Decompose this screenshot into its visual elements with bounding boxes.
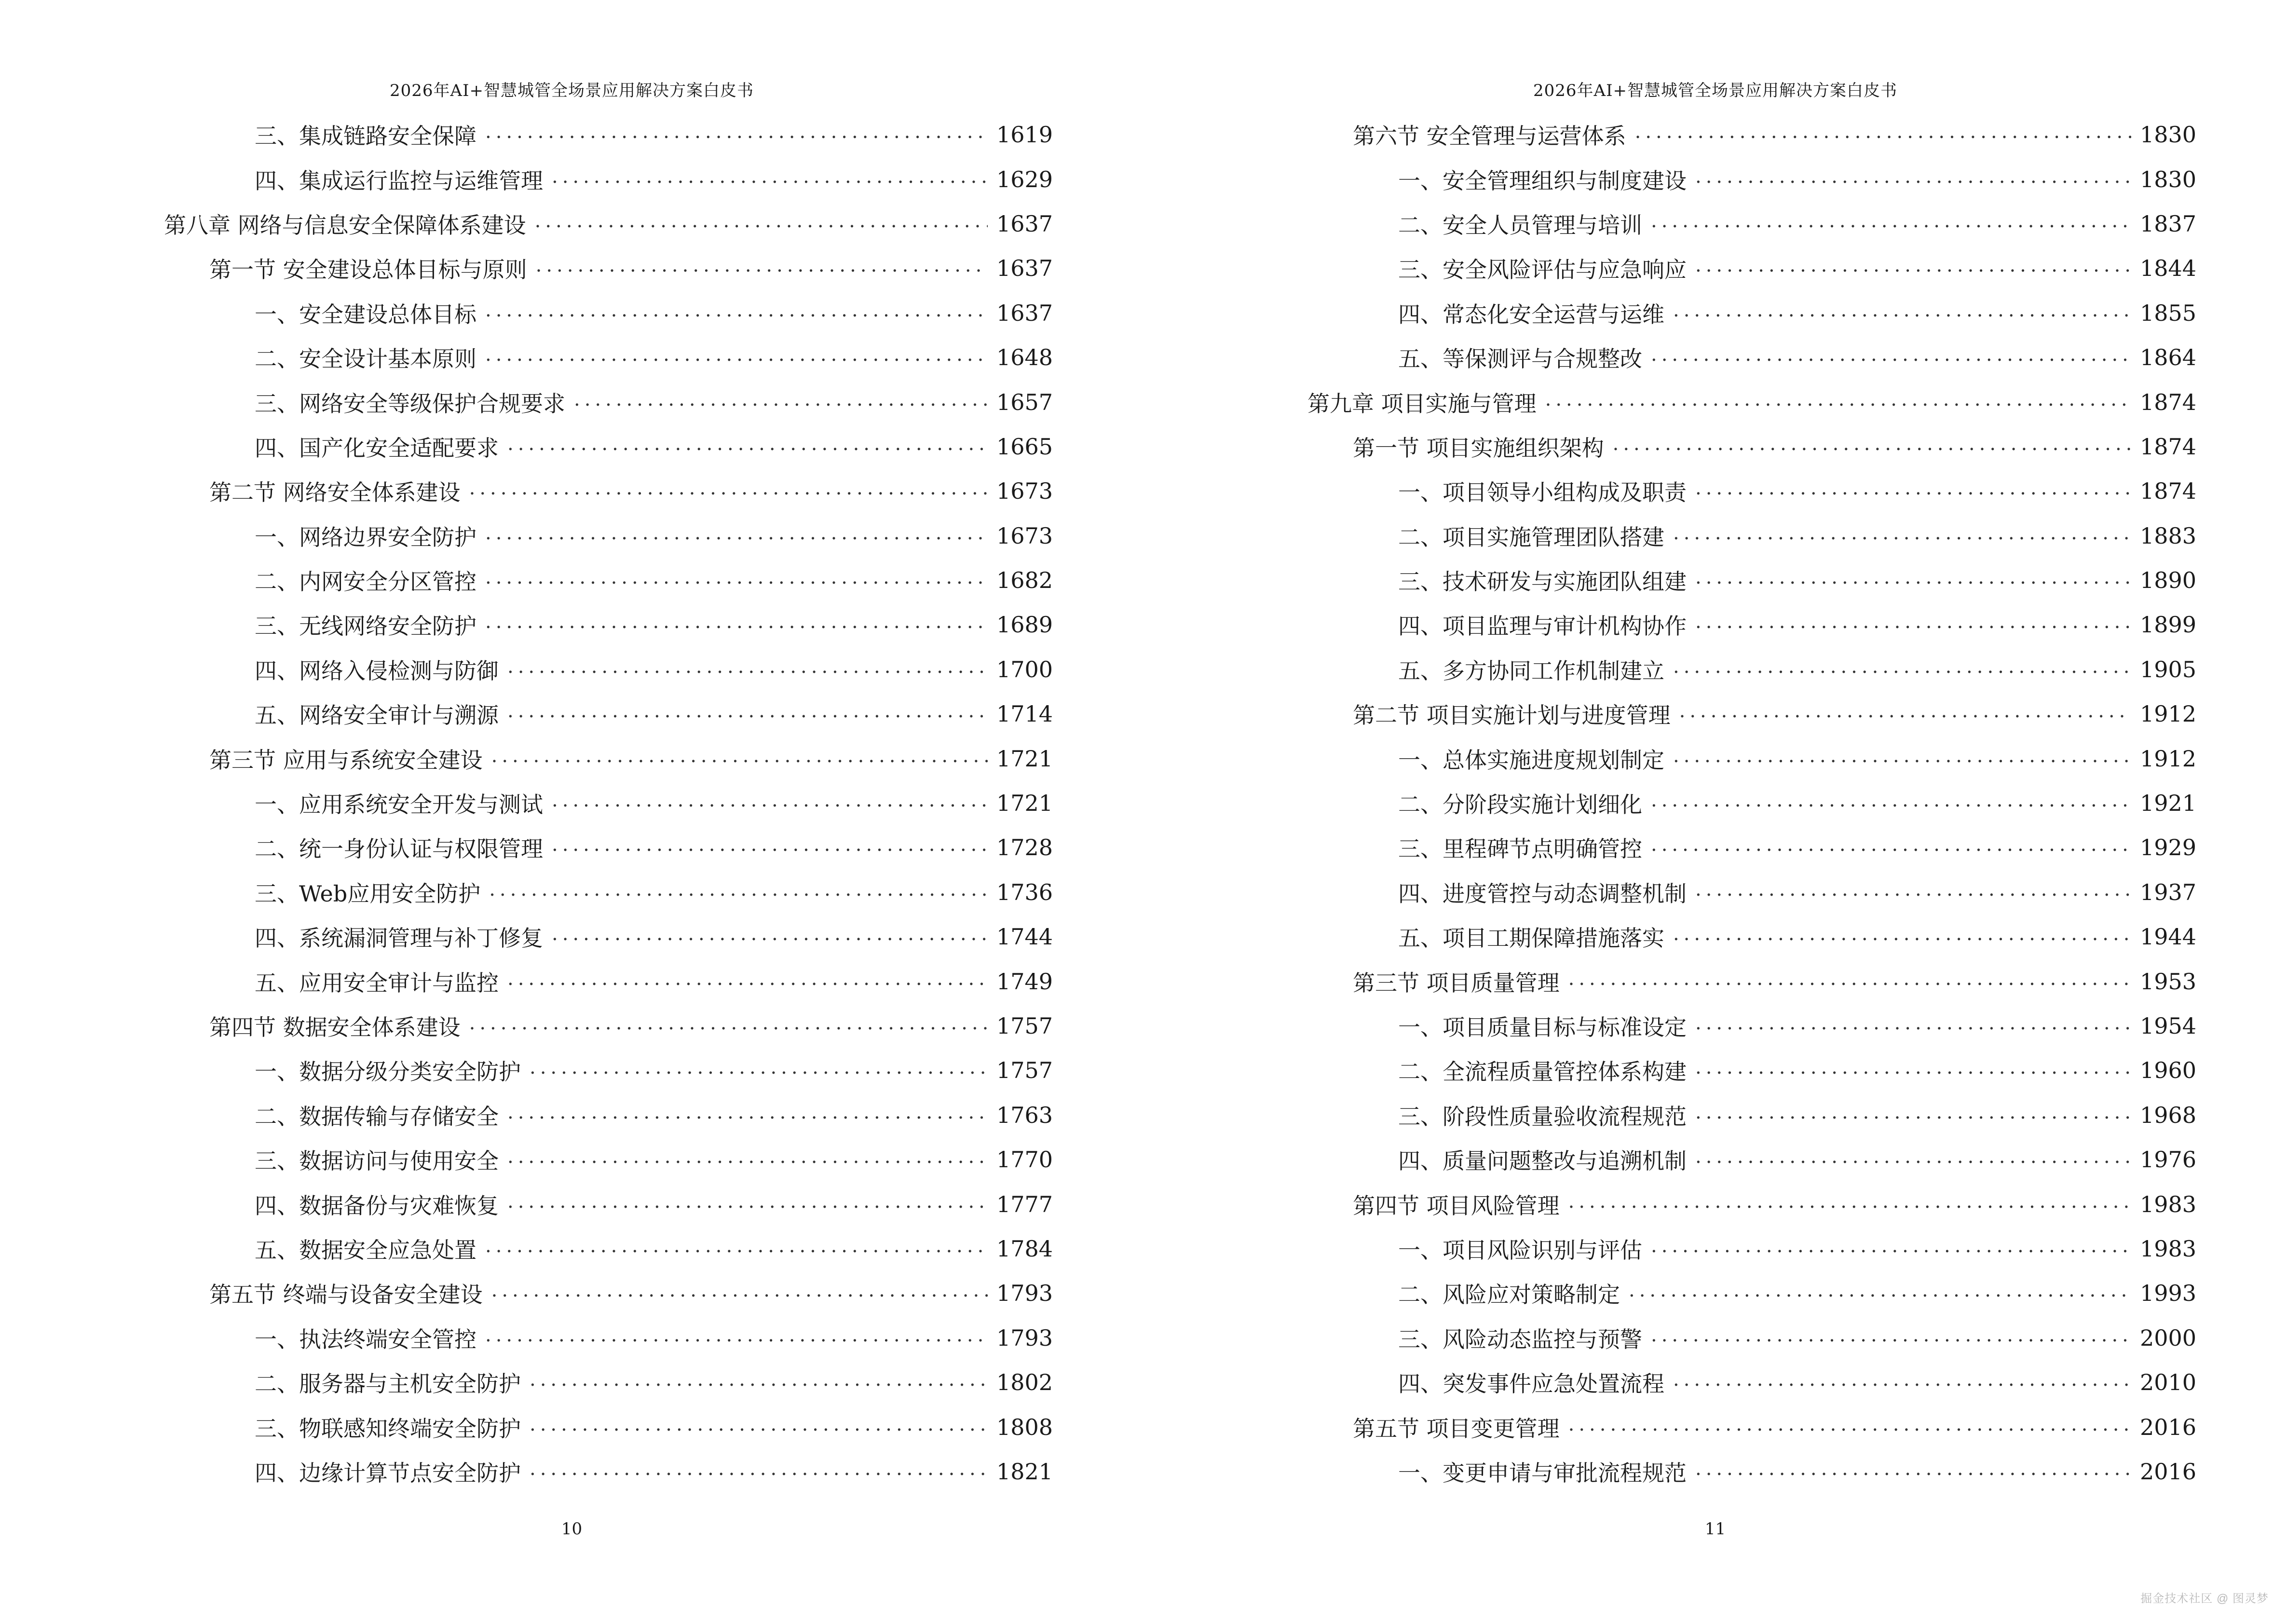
toc-entry[interactable] xyxy=(1307,959,2197,1003)
toc-entry-title: 四、质量问题整改与追溯机制 xyxy=(1398,1144,1695,1175)
toc-entry-title: 二、统一身份认证与权限管理 xyxy=(255,832,552,863)
toc-entry-title: 第五节 终端与设备安全建设 xyxy=(209,1277,491,1309)
dot-leader xyxy=(1651,791,2131,812)
toc-entry[interactable] xyxy=(164,692,1053,736)
dot-leader xyxy=(485,300,988,322)
toc-entry-title: 三、数据访问与使用安全 xyxy=(255,1144,507,1175)
toc-entry-title: 第四节 数据安全体系建设 xyxy=(209,1010,469,1042)
toc-entry-page-number: 1763 xyxy=(996,1102,1053,1128)
toc-entry[interactable] xyxy=(164,469,1053,513)
toc-entry[interactable] xyxy=(1307,202,2197,246)
toc-entry[interactable] xyxy=(164,736,1053,780)
toc-entry[interactable] xyxy=(164,602,1053,647)
toc-entry-title: 第二节 项目实施计划与进度管理 xyxy=(1353,698,1679,730)
toc-entry-page-number: 1954 xyxy=(2140,1013,2197,1039)
toc-entry-page-number: 2016 xyxy=(2140,1458,2197,1485)
dot-leader xyxy=(1695,478,2131,500)
dot-leader xyxy=(1695,1103,2131,1124)
dot-leader xyxy=(1673,1370,2131,1391)
page-header: 2026年AI+智慧城管全场景应用解决方案白皮书 xyxy=(1533,81,1897,100)
toc-entry-title: 一、项目风险识别与评估 xyxy=(1398,1233,1651,1265)
toc-entry-title: 三、网络安全等级保护合规要求 xyxy=(255,386,574,418)
toc-entry-title: 一、变更申请与审批流程规范 xyxy=(1398,1456,1695,1488)
toc-entry[interactable] xyxy=(1307,602,2197,647)
dot-leader xyxy=(552,167,988,188)
toc-entry[interactable] xyxy=(164,424,1053,469)
toc-entry[interactable] xyxy=(164,781,1053,825)
toc-entry-title: 四、网络入侵检测与防御 xyxy=(255,654,507,685)
dot-leader xyxy=(1673,523,2131,545)
dot-leader xyxy=(1695,1058,2131,1079)
toc-entry-page-number: 1874 xyxy=(2140,478,2197,505)
toc-entry-title: 第八章 网络与信息安全保障体系建设 xyxy=(164,208,535,240)
dot-leader xyxy=(552,791,988,812)
dot-leader xyxy=(1695,612,2131,633)
toc-entry[interactable] xyxy=(1307,1227,2197,1271)
dot-leader xyxy=(507,1192,988,1213)
toc-entry[interactable] xyxy=(164,1449,1053,1494)
toc-entry[interactable] xyxy=(1307,1449,2197,1494)
toc-entry-title: 二、风险应对策略制定 xyxy=(1398,1277,1629,1309)
dot-leader xyxy=(552,924,988,945)
toc-entry-title: 二、安全人员管理与培训 xyxy=(1398,208,1651,240)
dot-leader xyxy=(1651,1236,2131,1257)
dot-leader xyxy=(1568,1192,2131,1213)
dot-leader xyxy=(489,880,988,901)
toc-entry-page-number: 1648 xyxy=(996,344,1053,371)
toc-entry-title: 五、数据安全应急处置 xyxy=(255,1233,485,1265)
dot-leader xyxy=(485,122,988,143)
dot-leader xyxy=(507,1147,988,1168)
toc-entry-title: 五、网络安全审计与溯源 xyxy=(255,698,507,730)
toc-entry-title: 五、等保测评与合规整改 xyxy=(1398,341,1651,373)
toc-entry-title: 四、边缘计算节点安全防护 xyxy=(255,1456,530,1488)
toc-entry-page-number: 1837 xyxy=(2140,210,2197,237)
toc-entry[interactable] xyxy=(1307,1360,2197,1405)
toc-entry-title: 第九章 项目实施与管理 xyxy=(1307,386,1545,418)
dot-leader xyxy=(1673,746,2131,767)
toc-entry[interactable] xyxy=(164,558,1053,602)
page-number: 11 xyxy=(1704,1519,1726,1539)
dot-leader xyxy=(1695,167,2131,188)
toc-entry-title: 第一节 项目实施组织架构 xyxy=(1353,431,1613,463)
toc-entry-title: 一、网络边界安全防护 xyxy=(255,520,485,552)
toc-entry[interactable] xyxy=(1307,1271,2197,1315)
toc-entry[interactable] xyxy=(164,1048,1053,1092)
toc-entry-title: 第三节 应用与系统安全建设 xyxy=(209,743,491,775)
toc-entry-title: 二、项目实施管理团队搭建 xyxy=(1398,520,1673,552)
toc-entry-title: 四、数据备份与灾难恢复 xyxy=(255,1188,507,1220)
toc-entry-title: 二、服务器与主机安全防护 xyxy=(255,1366,530,1398)
toc-entry-title: 二、数据传输与存储安全 xyxy=(255,1099,507,1131)
toc-entry-title: 第四节 项目风险管理 xyxy=(1353,1188,1568,1220)
dot-leader xyxy=(1695,1147,2131,1168)
toc-entry[interactable] xyxy=(164,246,1053,290)
toc-entry-page-number: 1637 xyxy=(996,255,1053,282)
toc-entry-page-number: 2000 xyxy=(2140,1324,2197,1351)
toc-entry-page-number: 1864 xyxy=(2140,344,2197,371)
toc-entry[interactable] xyxy=(164,1137,1053,1182)
toc-entry-title: 二、安全设计基本原则 xyxy=(255,341,485,373)
toc-entry-title: 一、安全建设总体目标 xyxy=(255,297,485,329)
toc-entry-page-number: 1953 xyxy=(2140,968,2197,995)
dot-leader xyxy=(535,211,988,232)
toc-entry[interactable] xyxy=(164,1093,1053,1137)
toc-entry-page-number: 2010 xyxy=(2140,1369,2197,1396)
toc-entry-page-number: 1912 xyxy=(2140,745,2197,772)
toc-entry[interactable] xyxy=(164,1227,1053,1271)
toc-entry-title: 四、进度管控与动态调整机制 xyxy=(1398,876,1695,908)
dot-leader xyxy=(1695,1013,2131,1035)
toc-entry[interactable] xyxy=(164,870,1053,914)
toc-entry-page-number: 2016 xyxy=(2140,1414,2197,1440)
toc-entry-page-number: 1673 xyxy=(996,522,1053,549)
toc-entry[interactable] xyxy=(1307,825,2197,870)
toc-entry-title: 四、国产化安全适配要求 xyxy=(255,431,507,463)
dot-leader xyxy=(1679,701,2131,723)
toc-entry-page-number: 1899 xyxy=(2140,612,2197,638)
toc-entry-page-number: 1983 xyxy=(2140,1191,2197,1217)
toc-entry-page-number: 1874 xyxy=(2140,389,2197,415)
toc-entry-page-number: 1912 xyxy=(2140,701,2197,727)
dot-leader xyxy=(1673,924,2131,945)
toc-entry-title: 第三节 项目质量管理 xyxy=(1353,966,1568,997)
toc-entry-page-number: 1855 xyxy=(2140,300,2197,326)
toc-entry-page-number: 1657 xyxy=(996,389,1053,415)
dot-leader xyxy=(507,434,988,455)
toc-entry[interactable] xyxy=(1307,692,2197,736)
toc-entry[interactable] xyxy=(164,1405,1053,1449)
dot-leader xyxy=(1568,969,2131,990)
dot-leader xyxy=(485,345,988,366)
dot-leader xyxy=(530,1058,988,1079)
toc-entry-title: 二、全流程质量管控体系构建 xyxy=(1398,1054,1695,1086)
toc-entry[interactable] xyxy=(164,380,1053,424)
dot-leader xyxy=(1695,568,2131,589)
toc-entry-title: 三、技术研发与实施团队组建 xyxy=(1398,564,1695,596)
toc-entry[interactable] xyxy=(1307,1137,2197,1182)
dot-leader xyxy=(530,1415,988,1436)
toc-entry-page-number: 1784 xyxy=(996,1235,1053,1262)
toc-entry-page-number: 1883 xyxy=(2140,522,2197,549)
toc-entry[interactable] xyxy=(1307,424,2197,469)
toc-entry[interactable] xyxy=(164,112,1053,157)
toc-entry-title: 五、应用安全审计与监控 xyxy=(255,966,507,997)
toc-entry-title: 一、总体实施进度规划制定 xyxy=(1398,743,1673,775)
toc-entry-title: 第二节 网络安全体系建设 xyxy=(209,475,469,507)
toc-entry[interactable] xyxy=(1307,647,2197,692)
toc-entry[interactable] xyxy=(1307,1182,2197,1226)
toc-entry-page-number: 1830 xyxy=(2140,166,2197,192)
toc-entry-page-number: 1689 xyxy=(996,612,1053,638)
toc-entry-title: 五、多方协同工作机制建立 xyxy=(1398,654,1673,685)
toc-entry[interactable] xyxy=(1307,736,2197,780)
toc-entry-page-number: 1960 xyxy=(2140,1057,2197,1084)
dot-leader xyxy=(1568,1415,2131,1436)
toc-entry-title: 三、阶段性质量验收流程规范 xyxy=(1398,1099,1695,1131)
toc-entry-title: 第六节 安全管理与运营体系 xyxy=(1353,119,1635,150)
toc-entry-page-number: 1890 xyxy=(2140,567,2197,594)
toc-entry-page-number: 1673 xyxy=(996,478,1053,505)
toc-entry-title: 四、突发事件应急处置流程 xyxy=(1398,1366,1673,1398)
toc-entry[interactable] xyxy=(164,825,1053,870)
toc-entry-page-number: 1619 xyxy=(996,122,1053,148)
dot-leader xyxy=(1695,1459,2131,1480)
dot-leader xyxy=(491,1281,988,1302)
dot-leader xyxy=(485,612,988,633)
toc-entry[interactable] xyxy=(164,1182,1053,1226)
toc-entry-title: 一、安全管理组织与制度建设 xyxy=(1398,164,1695,195)
toc-entry-title: 三、Web应用安全防护 xyxy=(255,876,489,908)
toc-entry[interactable] xyxy=(1307,914,2197,959)
toc-entry-page-number: 1682 xyxy=(996,567,1053,594)
toc-entry-page-number: 1721 xyxy=(996,790,1053,817)
toc-entry-title: 一、执法终端安全管控 xyxy=(255,1322,485,1354)
dot-leader xyxy=(507,1103,988,1124)
toc-entry[interactable] xyxy=(164,647,1053,692)
page-number: 10 xyxy=(561,1519,583,1539)
toc-entry-title: 二、内网安全分区管控 xyxy=(255,564,485,596)
toc-entry[interactable] xyxy=(1307,1093,2197,1137)
toc-entry-title: 三、无线网络安全防护 xyxy=(255,609,485,641)
toc-entry-page-number: 1905 xyxy=(2140,656,2197,682)
toc-entry-title: 二、分阶段实施计划细化 xyxy=(1398,787,1651,819)
toc-entry-page-number: 1736 xyxy=(996,879,1053,905)
dot-leader xyxy=(1651,345,2131,366)
toc-entry-page-number: 1700 xyxy=(996,656,1053,682)
toc-entry-page-number: 1921 xyxy=(2140,790,2197,817)
toc-entry-title: 一、项目质量目标与标准设定 xyxy=(1398,1010,1695,1042)
dot-leader xyxy=(552,835,988,856)
toc-entry-page-number: 1929 xyxy=(2140,834,2197,861)
toc-entry[interactable] xyxy=(1307,781,2197,825)
table-of-contents xyxy=(164,112,1053,1494)
dot-leader xyxy=(1629,1281,2131,1302)
toc-entry-title: 三、物联感知终端安全防护 xyxy=(255,1411,530,1443)
table-of-contents xyxy=(1307,112,2197,1494)
toc-entry-page-number: 1777 xyxy=(996,1191,1053,1217)
toc-entry-title: 三、风险动态监控与预警 xyxy=(1398,1322,1651,1354)
toc-entry-page-number: 1944 xyxy=(2140,924,2197,950)
right-page xyxy=(1144,0,2287,1624)
toc-entry-page-number: 1749 xyxy=(996,968,1053,995)
toc-entry[interactable] xyxy=(1307,112,2197,157)
toc-entry-page-number: 1793 xyxy=(996,1280,1053,1307)
toc-entry[interactable] xyxy=(1307,558,2197,602)
toc-entry-page-number: 1821 xyxy=(996,1458,1053,1485)
toc-entry-title: 四、项目监理与审计机构协作 xyxy=(1398,609,1695,641)
toc-entry-title: 三、安全风险评估与应急响应 xyxy=(1398,252,1695,284)
toc-entry[interactable] xyxy=(1307,1316,2197,1360)
toc-entry-page-number: 1937 xyxy=(2140,879,2197,905)
page-header: 2026年AI+智慧城管全场景应用解决方案白皮书 xyxy=(390,81,754,100)
dot-leader xyxy=(1695,256,2131,277)
toc-entry[interactable] xyxy=(1307,380,2197,424)
dot-leader xyxy=(491,746,988,767)
toc-entry[interactable] xyxy=(1307,469,2197,513)
toc-entry-title: 三、集成链路安全保障 xyxy=(255,119,485,150)
toc-entry-page-number: 1637 xyxy=(996,210,1053,237)
dot-leader xyxy=(1651,835,2131,856)
dot-leader xyxy=(485,523,988,545)
dot-leader xyxy=(485,568,988,589)
toc-entry[interactable] xyxy=(164,202,1053,246)
dot-leader xyxy=(1695,880,2131,901)
toc-entry[interactable] xyxy=(1307,157,2197,201)
dot-leader xyxy=(507,657,988,678)
toc-entry[interactable] xyxy=(164,335,1053,380)
toc-entry-title: 第一节 安全建设总体目标与原则 xyxy=(209,252,536,284)
toc-entry-title: 三、里程碑节点明确管控 xyxy=(1398,832,1651,863)
toc-entry-page-number: 1968 xyxy=(2140,1102,2197,1128)
toc-entry-page-number: 1665 xyxy=(996,433,1053,460)
dot-leader xyxy=(469,478,988,500)
toc-entry-page-number: 1637 xyxy=(996,300,1053,326)
dot-leader xyxy=(1673,657,2131,678)
toc-entry-page-number: 1728 xyxy=(996,834,1053,861)
dot-leader xyxy=(1673,300,2131,322)
toc-entry[interactable] xyxy=(1307,335,2197,380)
dot-leader xyxy=(1613,434,2131,455)
toc-entry-page-number: 1721 xyxy=(996,745,1053,772)
toc-entry-page-number: 1757 xyxy=(996,1013,1053,1039)
toc-entry-page-number: 1714 xyxy=(996,701,1053,727)
toc-entry-title: 五、项目工期保障措施落实 xyxy=(1398,921,1673,953)
toc-entry-page-number: 1744 xyxy=(996,924,1053,950)
dot-leader xyxy=(485,1325,988,1347)
toc-entry[interactable] xyxy=(1307,514,2197,558)
watermark: 掘金技术社区 @ 图灵梦 xyxy=(2140,1592,2269,1605)
toc-entry-page-number: 1770 xyxy=(996,1146,1053,1173)
toc-entry-page-number: 1976 xyxy=(2140,1146,2197,1173)
toc-entry-page-number: 1802 xyxy=(996,1369,1053,1396)
toc-entry-title: 四、系统漏洞管理与补丁修复 xyxy=(255,921,552,953)
dot-leader xyxy=(1635,122,2131,143)
toc-entry-page-number: 1793 xyxy=(996,1324,1053,1351)
toc-entry-title: 一、数据分级分类安全防护 xyxy=(255,1054,530,1086)
toc-entry-title: 第五节 项目变更管理 xyxy=(1353,1411,1568,1443)
dot-leader xyxy=(469,1013,988,1035)
toc-entry[interactable] xyxy=(164,959,1053,1003)
toc-entry-title: 四、集成运行监控与运维管理 xyxy=(255,164,552,195)
toc-entry[interactable] xyxy=(1307,1004,2197,1048)
toc-entry-page-number: 1830 xyxy=(2140,122,2197,148)
toc-entry[interactable] xyxy=(164,1004,1053,1048)
dot-leader xyxy=(507,701,988,723)
toc-entry[interactable] xyxy=(164,291,1053,335)
toc-entry-page-number: 1757 xyxy=(996,1057,1053,1084)
toc-entry-page-number: 1983 xyxy=(2140,1235,2197,1262)
toc-entry-page-number: 1993 xyxy=(2140,1280,2197,1307)
toc-entry-page-number: 1808 xyxy=(996,1414,1053,1440)
dot-leader xyxy=(1545,390,2131,411)
toc-entry-page-number: 1629 xyxy=(996,166,1053,192)
toc-entry[interactable] xyxy=(1307,246,2197,290)
toc-entry[interactable] xyxy=(164,1271,1053,1315)
dot-leader xyxy=(1651,211,2131,232)
toc-entry[interactable] xyxy=(164,514,1053,558)
toc-entry[interactable] xyxy=(1307,1048,2197,1092)
toc-entry-page-number: 1844 xyxy=(2140,255,2197,282)
dot-leader xyxy=(507,969,988,990)
toc-entry[interactable] xyxy=(1307,870,2197,914)
dot-leader xyxy=(536,256,988,277)
toc-entry-title: 一、项目领导小组构成及职责 xyxy=(1398,475,1695,507)
toc-entry[interactable] xyxy=(164,157,1053,201)
dot-leader xyxy=(530,1370,988,1391)
dot-leader xyxy=(485,1236,988,1257)
toc-entry-title: 四、常态化安全运营与运维 xyxy=(1398,297,1673,329)
dot-leader xyxy=(530,1459,988,1480)
toc-entry[interactable] xyxy=(164,1316,1053,1360)
toc-entry[interactable] xyxy=(1307,1405,2197,1449)
toc-entry-page-number: 1874 xyxy=(2140,433,2197,460)
toc-entry-title: 一、应用系统安全开发与测试 xyxy=(255,787,552,819)
dot-leader xyxy=(574,390,988,411)
toc-entry[interactable] xyxy=(1307,291,2197,335)
toc-entry[interactable] xyxy=(164,1360,1053,1405)
dot-leader xyxy=(1651,1325,2131,1347)
toc-entry[interactable] xyxy=(164,914,1053,959)
